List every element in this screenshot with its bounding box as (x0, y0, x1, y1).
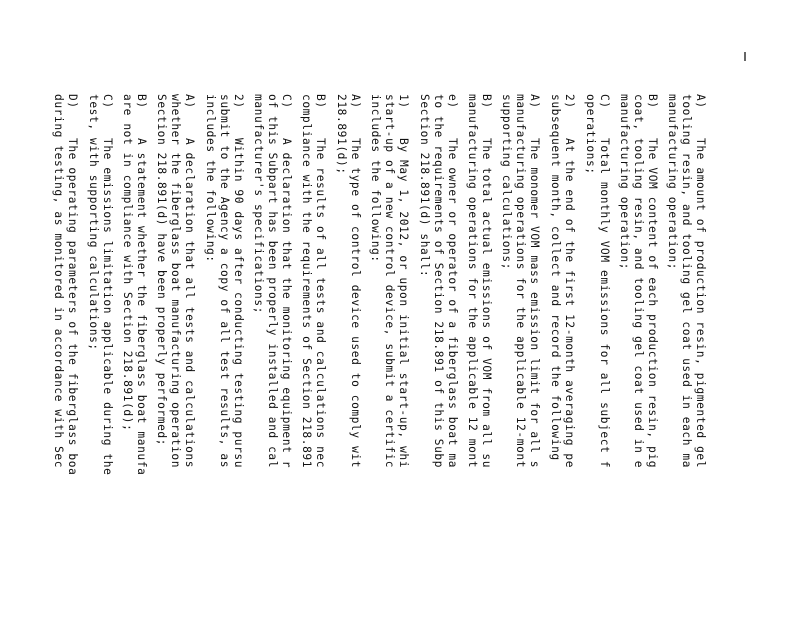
text-line: manufacturer's specifications; (252, 94, 265, 315)
text-line: manufacturing operations for the applicable 12 mont (466, 94, 479, 469)
text-line: 218.891(d); (335, 94, 348, 175)
text-line: A) The monomer VOM mass emission limit for all s (528, 94, 541, 469)
text-line: A) A declaration that all tests and calculations (183, 94, 196, 469)
text-line: 2) Within 90 days after conducting testing pursu (232, 94, 245, 469)
text-line: B) The VOM content of each production resin, pig (646, 94, 659, 469)
text-line: includes the following: (204, 94, 217, 263)
text-line: tooling resin, and tooling gel coat used in each ma (680, 94, 693, 469)
text-line: whether the fiberglass boat manufacturing operation (169, 94, 182, 469)
text-line: supporting calculations; (500, 94, 513, 271)
text-line: B) The total actual emissions of VOM from all su (480, 94, 493, 469)
text-line: compliance with the requirements of Section 218.891 (300, 94, 313, 469)
text-line: during testing, as monitored in accordance with Sec (52, 94, 65, 469)
text-line: manufacturing operation; (618, 94, 631, 271)
text-line: A) The amount of production resin, pigmented gel (694, 94, 707, 469)
text-line: to the requirements of Section 218.891 of this Subp (432, 94, 445, 469)
text-line: Section 218.891(d) shall: (418, 94, 431, 278)
text-line: submit to the Agency a copy of all test results, as (218, 94, 231, 469)
text-line: manufacturing operations for the applicable 12-mont (514, 94, 527, 469)
text-line: C) A declaration that the monitoring equipment r (280, 94, 293, 469)
text-line: C) The emissions limitation applicable during the (101, 94, 114, 476)
scan-mark (744, 52, 746, 61)
text-line: B) A statement whether the fiberglass boat manufa (135, 94, 148, 476)
text-line: manufacturing operation; (666, 94, 679, 271)
text-line: are not in compliance with Section 218.891(d); (121, 94, 134, 432)
text-line: A) The type of control device used to comply wit (349, 94, 362, 469)
text-line: Section 218.891(d) have been properly performed; (155, 94, 168, 447)
text-line: start-up of a new control device, submit a certific (383, 94, 396, 469)
text-line: B) The results of all tests and calculations nec (314, 94, 327, 469)
text-line: 1) By May 1, 2012, or upon initial start-up, whi (397, 94, 410, 469)
text-line: of this Subpart has been properly installed and cal (266, 94, 279, 469)
text-line: e) The owner or operator of a fiberglass boat ma (446, 94, 459, 469)
text-line: C) Total monthly VOM emissions for all subject f (598, 94, 611, 469)
text-line: D) The operating parameters of the fiberglass boa (66, 94, 79, 476)
text-line: coat, tooling resin, and tooling gel coat used in e (632, 94, 645, 469)
rotated-text-block (52, 94, 707, 618)
text-line: test, with supporting calculations; (87, 94, 100, 351)
text-line: 2) At the end of the first 12-month averaging pe (563, 94, 576, 469)
text-line: subsequent month, collect and record the following (549, 94, 562, 461)
text-line: operations; (584, 94, 597, 175)
text-line: includes the following: (369, 94, 382, 263)
